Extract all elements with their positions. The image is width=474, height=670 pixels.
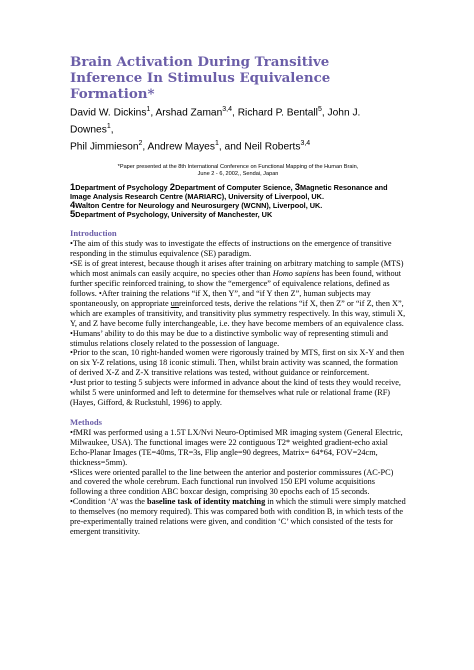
introduction-paragraph: •Prior to the scan, 10 right-handed women were rigorously trained by MTS, first on six X-Y and then on six Y-Z relations, using 18 iconic stimuli. Then, whilst brain activity was scanned, the formation of derived X-Z and Z-X transitive relations was tested, without guidance or reinforcement. bbox=[70, 348, 405, 378]
methods-paragraph: •fMRI was performed using a 1.5T LX/Nvi Neuro-Optimised MR imaging system (General Electric, Milwaukee, USA). The functional images were 22 contiguous T2* weighted gradient-echo axial Echo-Planar Images (TE=40ms, TR=3s, Flip angle=90 degrees, Matrix= 64*64, FOV=24cm, thickness=5mm). bbox=[70, 427, 403, 467]
affiliation-number: 2 bbox=[169, 181, 176, 193]
author-name: David W. Dickins bbox=[70, 107, 147, 119]
author-name: John J. Downes bbox=[70, 107, 361, 136]
introduction-paragraph: •Just prior to testing 5 subjects were informed in advance about the kind of tests they would receive, whilst 5 were uninformed and left to determine for themselves what rule or relational frame (RF) (Hayes, Gifford, & Ruckstuhl, 1996) to apply. bbox=[70, 378, 401, 407]
paragraph-text: •Condition ‘A’ was the bbox=[70, 497, 147, 507]
affiliation-text: Department of Computer Science, bbox=[175, 182, 293, 192]
author-affiliation-mark: 5 bbox=[317, 106, 322, 113]
paper-content bbox=[70, 54, 406, 537]
author-name: Andrew Mayes bbox=[147, 141, 215, 153]
author-name: Arshad Zaman bbox=[155, 107, 223, 119]
conference-note-line: June 2 - 6, 2002,, Sendai, Japan bbox=[197, 171, 279, 178]
affiliation-number: 1 bbox=[70, 181, 76, 193]
author-conjunction: and bbox=[224, 141, 242, 153]
species-name: Homo sapiens bbox=[272, 269, 320, 279]
author-name: Neil Roberts bbox=[244, 141, 301, 153]
author-name: Phil Jimmieson bbox=[70, 141, 139, 153]
methods-paragraph: •Slices were oriented parallel to the line between the anterior and posterior commissures (AC-PC) and covered the whole cerebrum. Each functional run involved 150 EPI volume acquisitions following a three condition ABC boxcar design, comprising 30 epochs each of 15 seconds. bbox=[70, 467, 394, 497]
author-separator: , bbox=[150, 107, 154, 119]
introduction-paragraph bbox=[70, 259, 406, 328]
affiliation-number: 3 bbox=[294, 181, 300, 193]
author-separator: , bbox=[321, 107, 325, 119]
affiliation-number: 5 bbox=[70, 209, 76, 221]
author-affiliation-mark: 3,4 bbox=[222, 106, 233, 113]
paragraph-text: in which the stimuli were simply matched to themselves (no memory required). This was compared both with condition B, in which tests of the pre-experimentally trained relations were given, and condition ‘C’ which consisted of the tests for emergent transitivity. bbox=[70, 497, 406, 536]
emphasis-bold: baseline task of identity matching bbox=[146, 497, 266, 507]
affiliation-text: Magnetic Resonance and Image Analysis Research Centre (MARIARC), University of Liverpool, UK. bbox=[70, 182, 388, 201]
affiliation-5 bbox=[70, 210, 406, 219]
introduction-paragraph: •Humans’ ability to do this may be due to a distinctive symbolic way of representing stimuli and stimulus relations closely related to the possession of language. bbox=[70, 328, 389, 348]
paragraph-text: •SE is of great interest, because though it arises after training on arbitrary matching to sample (MTS) which most animals can easily acquire, no species other than bbox=[70, 259, 404, 279]
author-affiliation-mark: 1 bbox=[146, 106, 151, 113]
author-separator: , bbox=[142, 141, 146, 153]
author-separator: , bbox=[232, 107, 235, 119]
methods-heading: Methods bbox=[70, 416, 102, 427]
affiliation-text: Department of Psychology, University of Manchester, UK bbox=[75, 210, 273, 220]
affiliations-block-1 bbox=[70, 183, 406, 201]
conference-note-line: *Paper presented at the 8th International Conference on Functional Mapping of the Human Brain, bbox=[117, 163, 359, 170]
paragraph-text: reinforced tests, derive the relations “if X, then Z” or “if Z, then X”, which are examples of transitivity, and transitivity plus symmetry respectively. In this way, stimuli X, Y, and Z have become fully interchangeable, i.e. they have become members of an equivalence class. bbox=[70, 298, 406, 328]
affiliation-4 bbox=[70, 201, 406, 210]
author-separator: , bbox=[110, 124, 114, 136]
author-list bbox=[70, 103, 406, 154]
affiliation-number: 4 bbox=[70, 200, 76, 212]
introduction-heading: Introduction bbox=[70, 228, 117, 239]
methods-paragraph bbox=[70, 497, 406, 537]
author-affiliation-mark: 3,4 bbox=[300, 139, 311, 147]
author-affiliation-mark: 2 bbox=[138, 139, 143, 147]
emphasis-underline: un bbox=[170, 298, 179, 308]
author-affiliation-mark: 1 bbox=[106, 122, 111, 130]
author-affiliation-mark: 1 bbox=[214, 139, 219, 147]
affiliation-text: Department of Psychology bbox=[75, 182, 168, 192]
author-name: Richard P. Bentall bbox=[237, 107, 318, 119]
introduction-paragraph: •The aim of this study was to investigate the effects of instructions on the emergence of transitive responding in the stimulus equivalence (SE) paradigm. bbox=[70, 239, 392, 259]
conference-note bbox=[70, 164, 406, 179]
author-separator: , bbox=[218, 141, 222, 153]
paragraph-text: has been found, without further specific reinforced training, to show the “emergence” of equivalence relations, defined as follows. •After training the relations “if X, then Y”, and “if Y then Z”, human subjects may spontaneously, on appropriate bbox=[70, 269, 402, 308]
paper-title: Brain Activation During Transitive Inference In Stimulus Equivalence Formation* bbox=[70, 54, 331, 102]
affiliation-text: Walton Centre for Neurology and Neurosurgery (WCNN), Liverpool, UK. bbox=[75, 201, 323, 211]
